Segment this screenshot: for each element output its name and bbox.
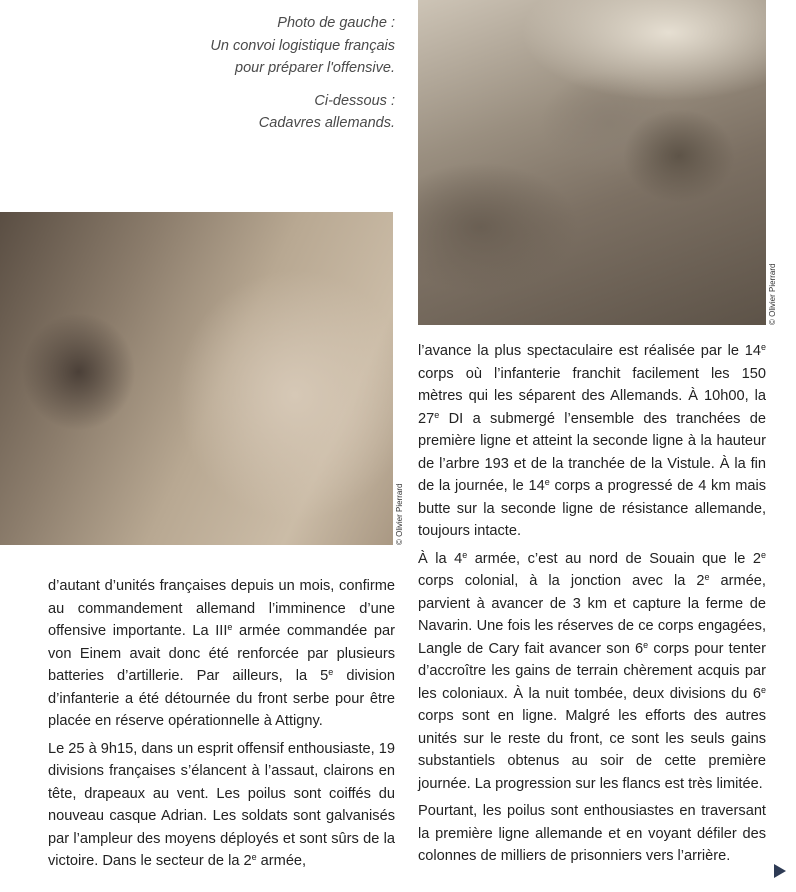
photo-german-bodies bbox=[0, 212, 393, 545]
paragraph: Pourtant, les poilus sont enthousiastes en traversant la première ligne allemande et en voyant défiler des colonnes de milliers de prisonniers vers l’arrière. bbox=[418, 803, 766, 864]
text-column-left bbox=[48, 575, 395, 878]
paragraph: l’avance la plus spectaculaire est réalisée par le 14e corps où l’infanterie franchit facilement les 150 mètres qui les séparent des Allemands. À 10h00, la 27e DI a submergé l’ensemble des tranchées de première ligne et atteint la seconde ligne à la hauteur de l’arbre 193 et de la tranchée de la Vistule. À la fin de la journée, le 14e corps a progressé de 4 km mais butte sur la seconde ligne de résistance allemande, toujours intacte. bbox=[418, 342, 767, 539]
paragraph: Le 25 à 9h15, dans un esprit offensif enthousiaste, 19 divisions françaises s’élancent à l’assaut, clairons en tête, drapeaux au vent. Les poilus sont coiffés du nouveau casque Adrian. Les soldats sont galvanisés par l’ampleur des moyens déployés et sont sûrs de la victoire. Dans le secteur de la 2e armée, bbox=[48, 740, 395, 869]
caption-line: Cadavres allemands. bbox=[258, 115, 395, 131]
photo-soldiers-trench bbox=[418, 0, 766, 325]
caption-line: Un convoi logistique français bbox=[210, 37, 395, 54]
paragraph: d’autant d’unités françaises depuis un mois, confirme au commandement allemand l’imminence d’une offensive importante. La IIIe armée commandée par von Einem avait donc été renforcée par plusieurs batteries d’artillerie. Par ailleurs, la 5e division d’infanterie a été détournée du front serbe pour être placée en réserve opérationnelle à Attigny. bbox=[48, 578, 396, 729]
text-column-right bbox=[418, 340, 766, 873]
paragraph: À la 4e armée, c’est au nord de Souain que le 2e corps colonial, à la jonction avec la 2e armée, parvient à avancer de 3 km et capture la ferme de Navarin. Une fois les réserves de ce corps engagées, Langle de Cary fait avancer son 6e corps pour tenter d’accroître les gains de terrain chèrement acquis par les coloniaux. À la nuit tombée, deux divisions du 6e corps sont en ligne. Malgré les efforts des autres unités sur le reste du front, ce sont les seuls gains substantiels obtenus au soir de cette première journée. La progression sur les flancs est très limitée. bbox=[418, 549, 766, 792]
triangle-right-icon[interactable] bbox=[774, 864, 786, 878]
caption-title: Ci-dessous : bbox=[314, 92, 395, 109]
photo-credit: © Olivier Pierrard bbox=[395, 483, 404, 545]
caption-photo-left bbox=[180, 12, 395, 80]
caption-line: pour préparer l'offensive. bbox=[235, 60, 395, 76]
photo-credit: © Olivier Pierrard bbox=[768, 263, 777, 325]
caption-title: Photo de gauche : bbox=[277, 15, 395, 31]
caption-below bbox=[180, 90, 395, 135]
photo-caption bbox=[180, 12, 395, 145]
